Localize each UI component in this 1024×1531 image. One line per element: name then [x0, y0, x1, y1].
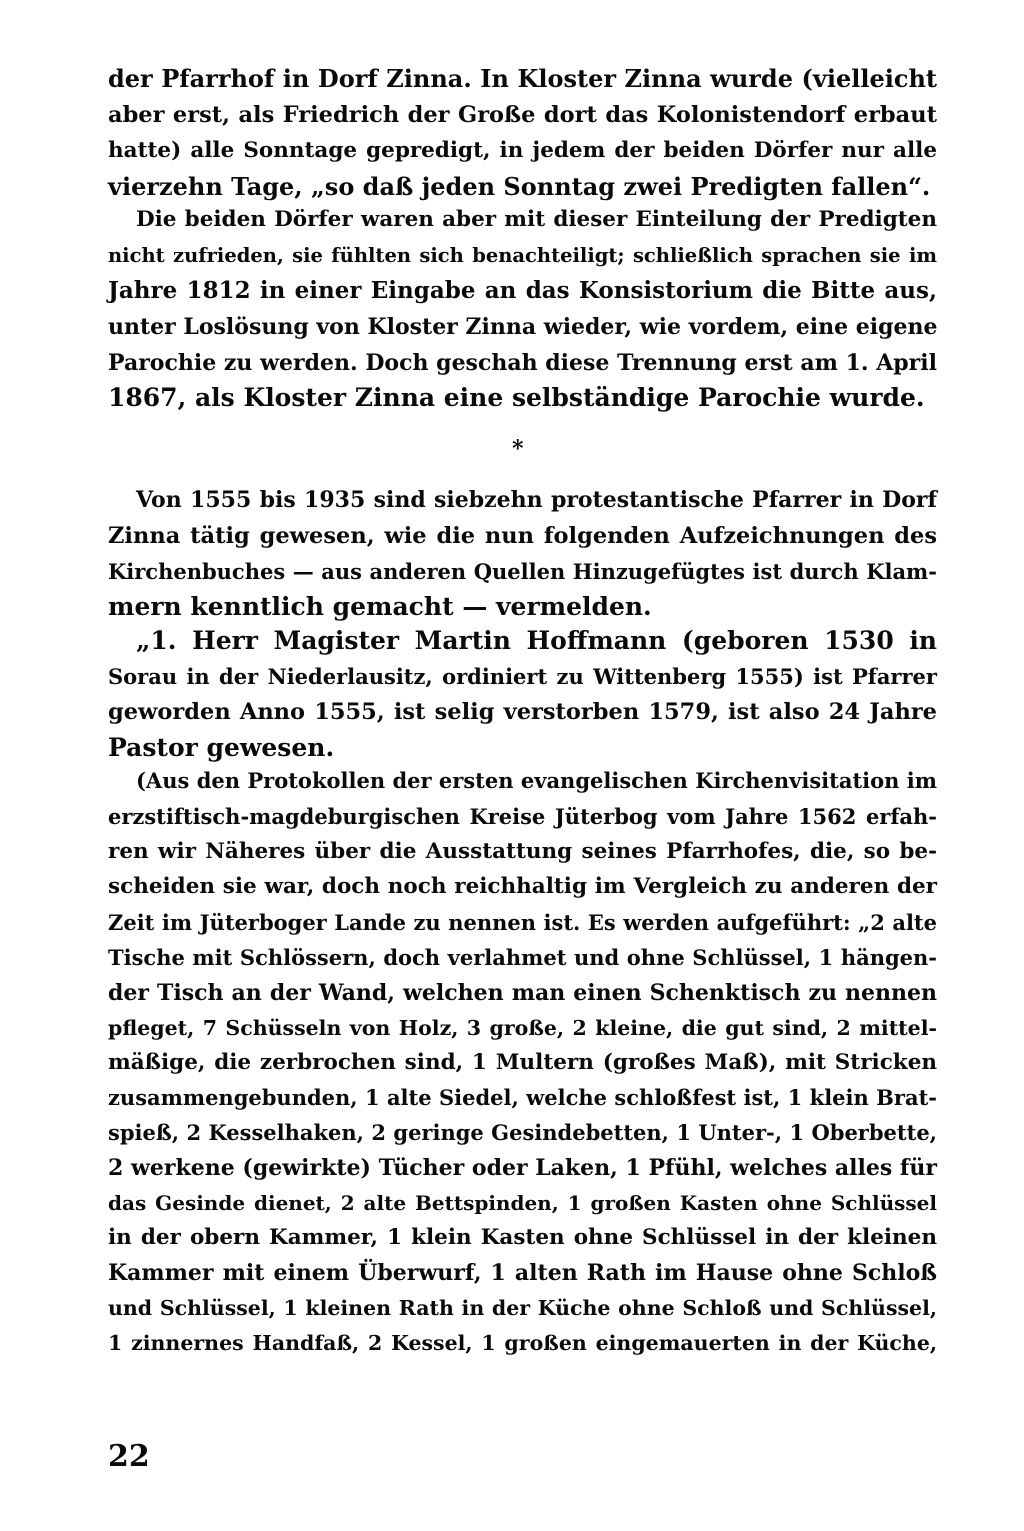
- section-separator: *: [512, 436, 524, 462]
- text-line: Zeit im Jüterboger Lande zu nennen ist. Es werden aufgeführt: „2 alte: [108, 910, 937, 935]
- text-line: in der obern Kammer, 1 klein Kasten ohne Schlüssel in der kleinen: [108, 1225, 937, 1250]
- text-line: Kammer mit einem Überwurf, 1 alten Rath im Hause ohne Schloß: [108, 1260, 937, 1286]
- text-line: geworden Anno 1555, ist selig verstorben 1579, ist also 24 Jahre: [108, 699, 937, 725]
- text-line: Die beiden Dörfer waren aber mit dieser Einteilung der Predigten: [136, 207, 937, 232]
- text-line: mern kenntlich gemacht — vermelden.: [108, 592, 652, 621]
- text-line: 1 zinnernes Handfaß, 2 Kessel, 1 großen eingemauerten in der Küche,: [108, 1331, 937, 1355]
- text-line: pfleget, 7 Schüsseln von Holz, 3 große, 2 kleine, die gut sind, 2 mittel-: [108, 1016, 937, 1040]
- text-line: „1. Herr Magister Martin Hoffmann (geboren 1530 in: [136, 626, 937, 655]
- text-line: (Aus den Protokollen der ersten evangelischen Kirchenvisitation im: [136, 768, 937, 793]
- text-line: das Gesinde dienet, 2 alte Bettspinden, 1 großen Kasten ohne Schlüssel: [108, 1191, 937, 1215]
- text-line: unter Loslösung von Kloster Zinna wieder, wie vordem, eine eigene: [108, 314, 938, 340]
- text-line: 1867, als Kloster Zinna eine selbständige Parochie wurde.: [108, 383, 925, 412]
- text-line: scheiden sie war, doch noch reichhaltig im Vergleich zu anderen der: [108, 874, 937, 899]
- text-line: spieß, 2 Kesselhaken, 2 geringe Gesindebetten, 1 Unter-, 1 Oberbette,: [108, 1120, 937, 1145]
- text-line: nicht zufrieden, sie fühlten sich benachteiligt; schließlich sprachen sie im: [108, 244, 937, 267]
- text-line: zusammengebunden, 1 alte Siedel, welche schloßfest ist, 1 klein Brat-: [108, 1085, 937, 1110]
- text-line: aber erst, als Friedrich der Große dort das Kolonistendorf erbaut: [108, 102, 937, 128]
- text-line: Parochie zu werden. Doch geschah diese Trennung erst am 1. April: [108, 350, 937, 376]
- text-line: 2 werkene (gewirkte) Tücher oder Laken, 1 Pfühl, welches alles für: [108, 1155, 937, 1181]
- text-line: ren wir Näheres über die Ausstattung seines Pfarrhofes, die, so be-: [108, 839, 937, 864]
- text-line: Jahre 1812 in einer Eingabe an das Konsistorium die Bitte aus,: [108, 277, 937, 304]
- text-line: mäßige, die zerbrochen sind, 1 Multern (großes Maß), mit Stricken: [108, 1050, 937, 1075]
- text-line: der Pfarrhof in Dorf Zinna. In Kloster Zinna wurde (vielleicht: [108, 64, 937, 93]
- text-line: Tische mit Schlössern, doch verlahmet und ohne Schlüssel, 1 hängen-: [108, 945, 937, 970]
- text-line: erzstiftisch-magdeburgischen Kreise Jüterbog vom Jahre 1562 erfah-: [108, 804, 937, 829]
- text-line: Kirchenbuches — aus anderen Quellen Hinzugefügtes ist durch Klam-: [108, 559, 937, 584]
- text-line: Zinna tätig gewesen, wie die nun folgenden Aufzeichnungen des: [108, 523, 937, 549]
- text-line: Von 1555 bis 1935 sind siebzehn protestantische Pfarrer in Dorf: [136, 487, 937, 513]
- text-line: und Schlüssel, 1 kleinen Rath in der Küche ohne Schloß und Schlüssel,: [108, 1296, 937, 1320]
- text-line: der Tisch an der Wand, welchen man einen Schenktisch zu nennen: [108, 980, 937, 1006]
- text-line: vierzehn Tage, „so daß jeden Sonntag zwei Predigten fallen“.: [108, 172, 931, 201]
- text-line: Pastor gewesen.: [108, 733, 335, 762]
- text-line: hatte) alle Sonntage gepredigt, in jedem der beiden Dörfer nur alle: [108, 138, 937, 163]
- page-number: 22: [108, 1439, 150, 1474]
- text-line: Sorau in der Niederlausitz, ordiniert zu Wittenberg 1555) ist Pfarrer: [108, 664, 937, 689]
